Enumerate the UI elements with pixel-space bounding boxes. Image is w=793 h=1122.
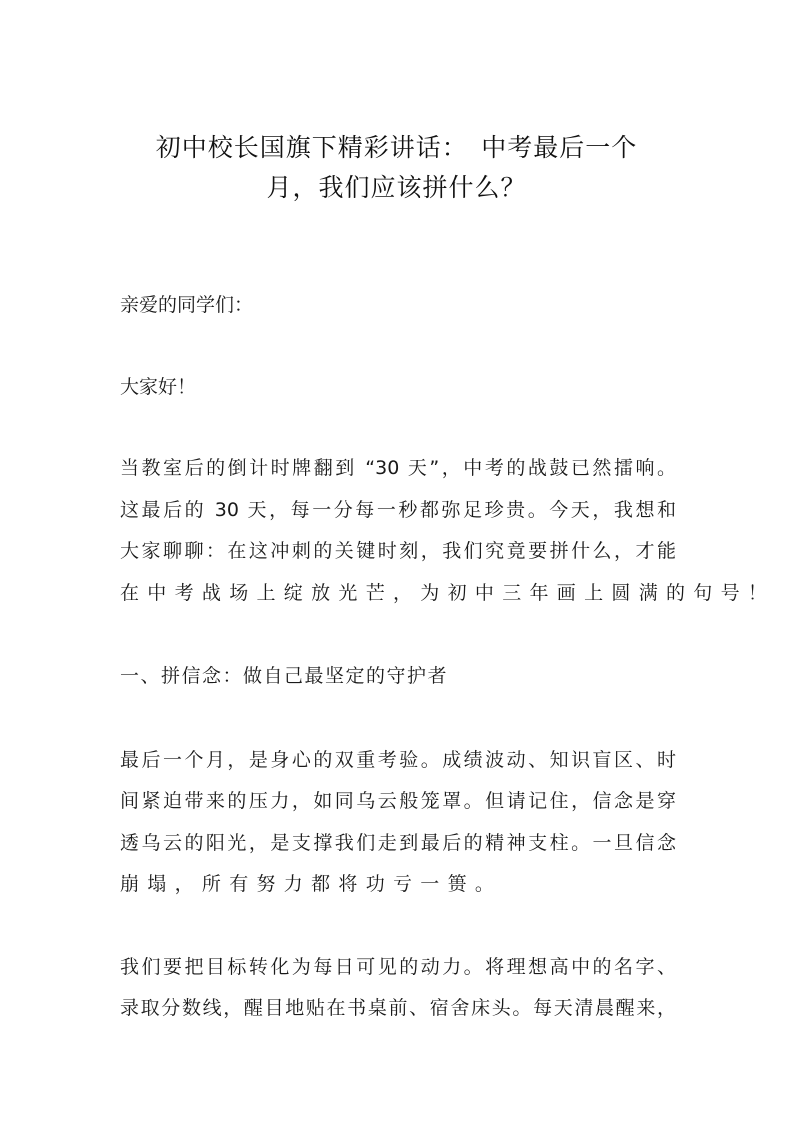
paragraph-line: 透乌云的阳光，是支撑我们走到最后的精神支柱。一旦信念: [120, 832, 676, 854]
paragraph-line: 崩塌，所有努力都将功亏一篑。: [120, 873, 503, 895]
intro-line: 当教室后的倒计时牌翻到 “30 天”，中考的战鼓已然擂响。: [120, 457, 676, 479]
intro-line: 在中考战场上绽放光芒，为初中三年画上圆满的句号！: [120, 582, 776, 604]
paragraph-line: 最后一个月，是身心的双重考验。成绩波动、知识盲区、时: [120, 749, 676, 771]
intro-line: 这最后的 30 天，每一分每一秒都弥足珍贵。今天，我想和: [120, 499, 676, 521]
greeting: 亲爱的同学们：: [120, 294, 254, 316]
section-heading: 一、拼信念：做自己最坚定的守护者: [120, 665, 449, 687]
intro-line: 大家聊聊：在这冲刺的关键时刻，我们究竟要拼什么，才能: [120, 540, 676, 562]
paragraph-line: 录取分数线，醒目地贴在书桌前、宿舍床头。每天清晨醒来，: [120, 997, 676, 1019]
page-title-line-2: 月，我们应该拼什么？: [266, 173, 527, 202]
hello: 大家好！: [120, 376, 197, 398]
paragraph-line: 我们要把目标转化为每日可见的动力。将理想高中的名字、: [120, 956, 676, 978]
paragraph-line: 间紧迫带来的压力，如同乌云般笼罩。但请记住，信念是穿: [120, 790, 676, 812]
page-title-line-1: 初中校长国旗下精彩讲话： 中考最后一个: [155, 133, 638, 162]
